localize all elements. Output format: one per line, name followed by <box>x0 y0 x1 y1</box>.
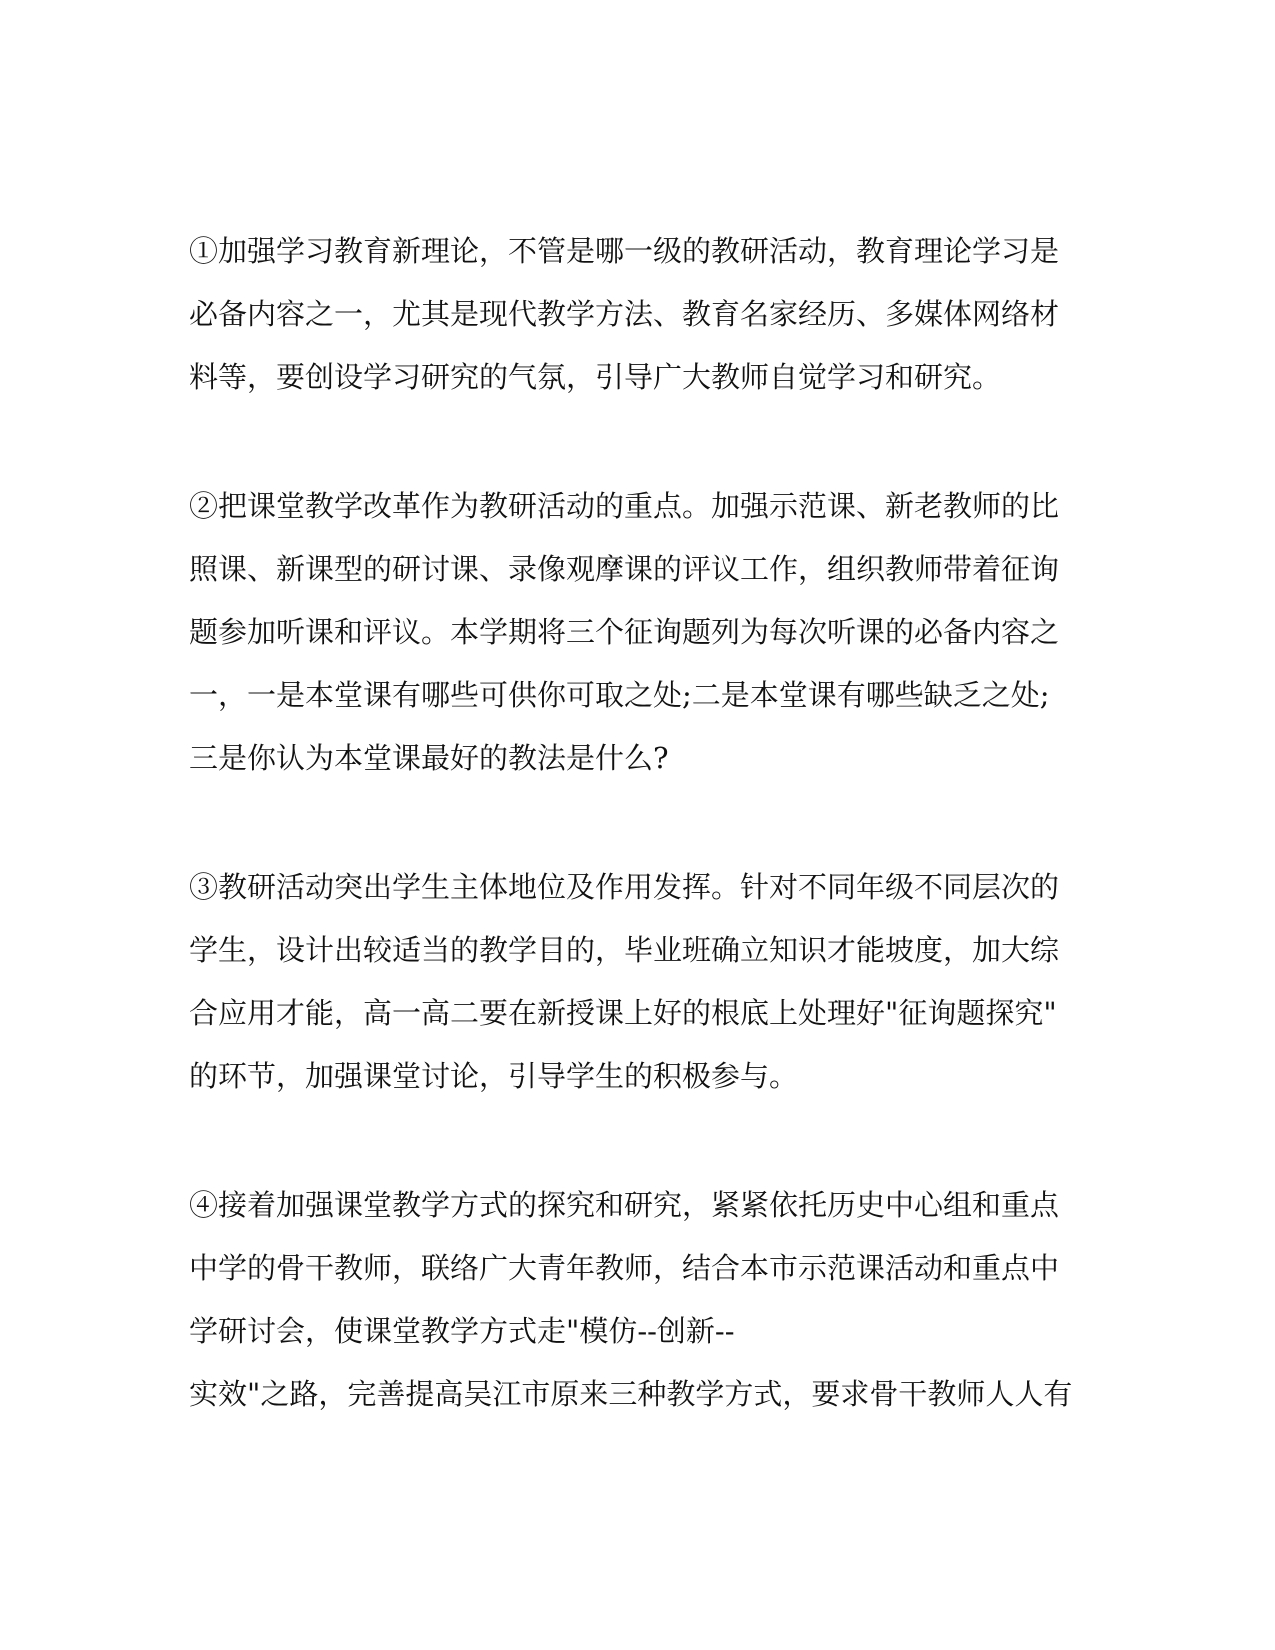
paragraph-line: 三是你认为本堂课最好的教法是什么? <box>189 741 669 775</box>
paragraph-line: ①加强学习教育新理论，不管是哪一级的教研活动，教育理论学习是 <box>189 234 1060 268</box>
paragraph-line: 中学的骨干教师，联络广大青年教师，结合本市示范课活动和重点中 <box>189 1251 1060 1285</box>
paragraph-3 <box>189 856 1069 1108</box>
paragraph-line: 学研讨会，使课堂教学方式走"模仿--创新-- <box>189 1314 735 1348</box>
paragraph-line: 的环节，加强课堂讨论，引导学生的积极参与。 <box>189 1059 799 1093</box>
paragraph-line: ③教研活动突出学生主体地位及作用发挥。针对不同年级不同层次的 <box>189 870 1060 904</box>
paragraph-line: 料等，要创设学习研究的气氛，引导广大教师自觉学习和研究。 <box>189 360 1002 394</box>
paragraph-line: 题参加听课和评议。本学期将三个征询题列为每次听课的必备内容之 <box>189 615 1060 649</box>
paragraph-line: 一，一是本堂课有哪些可供你可取之处;二是本堂课有哪些缺乏之处; <box>189 678 1050 712</box>
paragraph-line: 照课、新课型的研讨课、录像观摩课的评议工作，组织教师带着征询 <box>189 552 1060 586</box>
paragraph-2 <box>189 475 1069 790</box>
paragraph-line: 实效"之路，完善提高吴江市原来三种教学方式，要求骨干教师人人有 <box>189 1377 1073 1411</box>
paragraph-4 <box>189 1174 1073 1426</box>
paragraph-line: 必备内容之一，尤其是现代教学方法、教育名家经历、多媒体网络材 <box>189 297 1060 331</box>
paragraph-line: 学生，设计出较适当的教学目的，毕业班确立知识才能坡度，加大综 <box>189 933 1060 967</box>
paragraph-line: ④接着加强课堂教学方式的探究和研究，紧紧依托历史中心组和重点 <box>189 1188 1060 1222</box>
paragraph-spacer <box>189 409 1069 475</box>
paragraph-line: ②把课堂教学改革作为教研活动的重点。加强示范课、新老教师的比 <box>189 489 1060 523</box>
paragraph-spacer <box>189 1108 1069 1174</box>
paragraph-1 <box>189 220 1069 409</box>
document-body <box>189 220 1073 1426</box>
paragraph-line: 合应用才能，高一高二要在新授课上好的根底上处理好"征询题探究" <box>189 996 1057 1030</box>
paragraph-spacer <box>189 790 1069 856</box>
